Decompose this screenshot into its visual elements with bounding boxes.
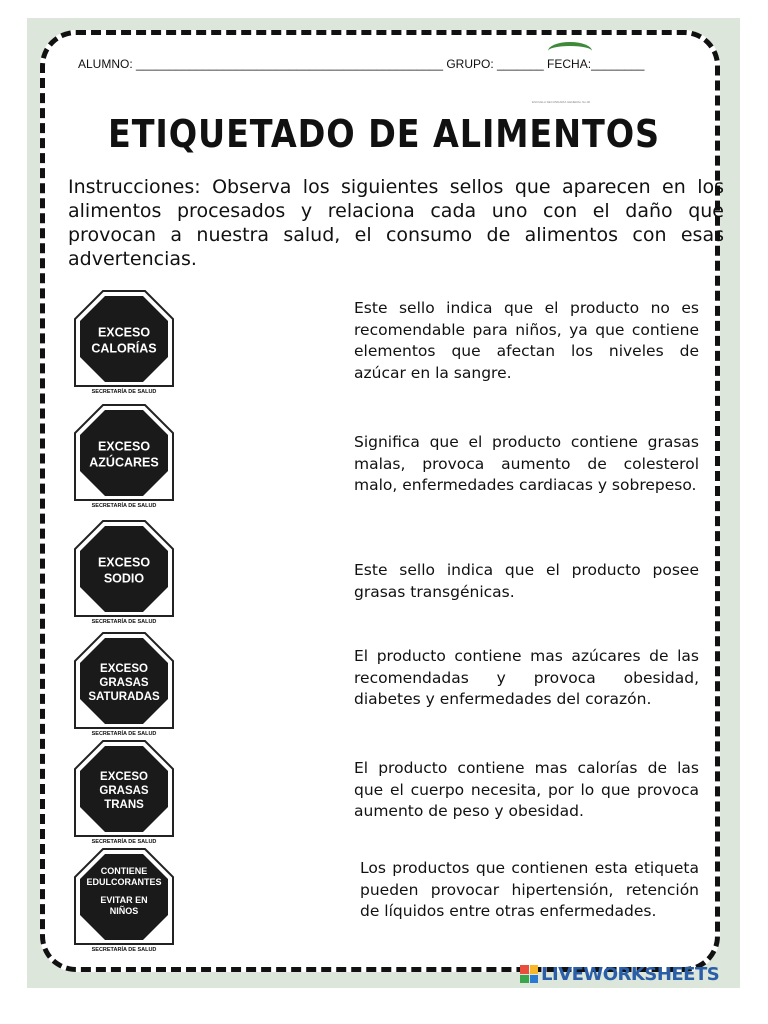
seal-1 xyxy=(74,290,174,396)
seal-footer: SECRETARÍA DE SALUD xyxy=(91,839,157,845)
seal-text: TRANS xyxy=(104,799,144,812)
seal-text: SATURADAS xyxy=(88,691,160,704)
seal-footer: SECRETARÍA DE SALUD xyxy=(91,731,157,737)
description-5: El producto contiene mas calorías de las que el cuerpo necesita, por lo que provoca aumento de peso y obesidad. xyxy=(354,759,699,820)
seal-text: GRASAS xyxy=(99,677,149,690)
seal-text: EVITAR EN xyxy=(100,895,148,905)
seal-footer: SECRETARÍA DE SALUD xyxy=(91,619,157,625)
seal-6 xyxy=(74,848,174,954)
seal-3 xyxy=(74,520,174,626)
seal-text: EXCESO xyxy=(97,439,151,454)
description-1: Este sello indica que el producto no es recomendable para niños, ya que contiene elementos que afectan los niveles de azúcar en la sangre. xyxy=(354,299,699,382)
seal-4 xyxy=(74,632,174,738)
seal-text: CALORÍAS xyxy=(91,341,157,356)
brand-name: LIVEWORKSHEETS xyxy=(541,963,720,985)
instructions-text: Instrucciones: Observa los siguientes sellos que aparecen en los alimentos procesados y relaciona cada uno con el daño que provocan a nuestra salud, el consumo de alimentos con esas advertencias. xyxy=(68,176,724,270)
description-6: Los productos que contienen esta etiqueta pueden provocar hipertensión, retención de líquidos entre otras enfermedades. xyxy=(360,859,699,920)
school-name: ESCUELA SECUNDARIA GENERAL No.00 xyxy=(532,100,591,104)
liveworksheets-logo xyxy=(520,962,719,986)
seal-text: EDULCORANTES xyxy=(86,877,162,887)
description-2: Significa que el producto contiene grasas malas, provoca aumento de colesterol malo, enfermedades cardiacas y sobrepeso. xyxy=(354,433,699,494)
seal-text: SODIO xyxy=(103,571,145,586)
seal-footer: SECRETARÍA DE SALUD xyxy=(91,389,157,395)
seal-text: CONTIENE xyxy=(100,866,148,876)
page-title: ETIQUETADO DE ALIMENTOS xyxy=(107,112,660,156)
seal-2 xyxy=(74,404,174,510)
seal-text: EXCESO xyxy=(97,325,151,340)
seal-footer: SECRETARÍA DE SALUD xyxy=(91,503,157,509)
seal-footer: SECRETARÍA DE SALUD xyxy=(91,947,157,953)
liveworksheets-icon xyxy=(520,965,538,983)
description-4: El producto contiene mas azúcares de las recomendadas y provoca obesidad, diabetes y enfermedades del corazón. xyxy=(354,647,699,708)
seal-text: GRASAS xyxy=(99,785,149,798)
seal-text: EXCESO xyxy=(100,771,148,784)
student-info-line: ALUMNO: ______________________________________________ GRUPO: _______ FECHA:________ xyxy=(78,57,645,71)
seal-text: AZÚCARES xyxy=(89,455,159,470)
seal-text: EXCESO xyxy=(97,555,151,570)
seal-text: NIÑOS xyxy=(109,906,139,916)
seal-5 xyxy=(74,740,174,846)
seal-text: EXCESO xyxy=(100,663,148,676)
description-3: Este sello indica que el producto posee grasas transgénicas. xyxy=(354,561,699,601)
